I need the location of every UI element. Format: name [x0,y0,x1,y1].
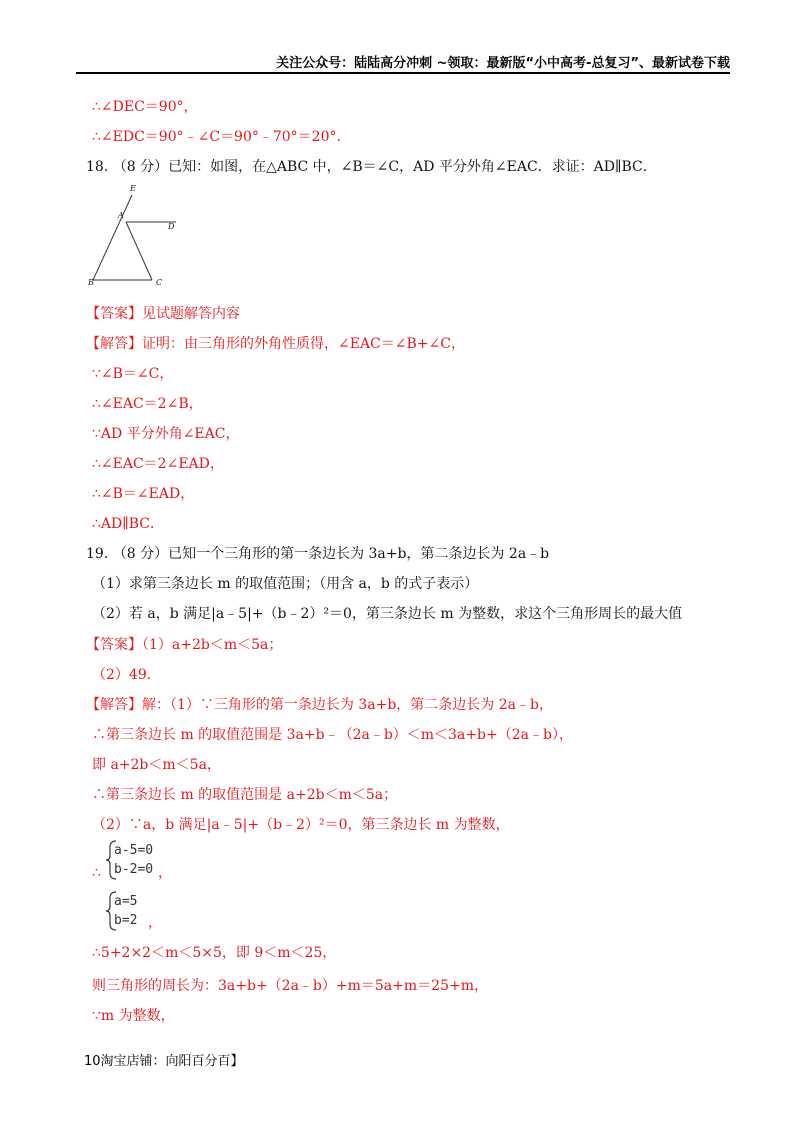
solution-line: （2）∵a，b 满足|a﹣5|+（b﹣2）²＝0，第三条边长 m 为整数， [92,817,510,833]
solution-line: ∴AD∥BC． [92,516,164,532]
solution-line: 即 a+2b＜m＜5a， [92,757,221,773]
line-e-b [93,195,132,280]
label-e: E [130,185,136,193]
answer-19-part-1: 【答案】（1）a+2b＜m＜5a； [86,637,283,653]
solution-line: ∴5+2×2＜m＜5×5，即 9＜m＜25， [92,945,337,961]
solution-line: 【解答】解：（1）∵三角形的第一条边长为 3a+b，第二条边长为 2a﹣b， [86,697,553,713]
label-c: C [156,278,163,285]
solution-line: ∴∠DEC＝90°， [92,99,198,115]
equation: a=5 [114,894,138,909]
equation: b=2 [114,913,138,928]
solution-line: 【解答】证明：由三角形的外角性质得，∠EAC＝∠B+∠C， [86,336,465,352]
triangle-figure [86,185,186,285]
question-19-part-2: （2）若 a，b 满足|a﹣5|+（b﹣2）²＝0，第三条边长 m 为整数，求这个三角形周长的最大值 [92,606,683,622]
label-d: D [168,222,175,231]
therefore-symbol: ∴ [92,865,101,881]
label-a: A [118,211,124,220]
solution-line: ∵∠B＝∠C， [92,366,174,382]
solution-line: ∴第三条边长 m 的取值范围是 a+2b＜m＜5a； [92,787,398,803]
line-a-c [126,222,152,280]
question-19: 19. （8 分）已知一个三角形的第一条边长为 3a+b，第二条边长为 2a﹣b [86,546,550,562]
solution-line: ∴第三条边长 m 的取值范围是 3a+b﹣（2a﹣b）＜m＜3a+b+（2a﹣b）， [92,727,573,743]
punctuation: ， [158,865,172,881]
solution-line: ∴∠EDC＝90°﹣∠C＝90°﹣70°＝20°. [92,129,341,145]
solution-line: ∴∠EAC＝2∠B， [92,396,203,412]
solution-line: ∴∠B＝∠EAD， [92,486,195,502]
answer-18: 【答案】见试题解答内容 [86,306,240,322]
solution-line: 则三角形的周长为：3a+b+（2a﹣b）+m＝5a+m＝25+m， [92,978,488,994]
solution-line: ∵AD 平分外角∠EAC， [92,426,240,442]
solution-line: ∵m 为整数， [92,1008,175,1024]
question-18: 18. （8 分）已知：如图，在△ABC 中，∠B＝∠C，AD 平分外角∠EAC．求证：AD∥BC． [86,159,657,175]
equation: b-2=0 [114,862,154,877]
page-footer: 10淘宝店铺：向阳百分百】 [84,1054,244,1069]
page-header: 关注公众号：陆陆高分冲刺 ~领取：最新版“小中高考-总复习”、最新试卷下载 [276,56,730,71]
punctuation: ， [148,915,162,931]
answer-19-part-2: （2）49． [92,667,161,683]
equation: a-5=0 [114,843,154,858]
question-19-part-1: （1）求第三条边长 m 的取值范围；（用含 a，b 的式子表示） [92,576,479,592]
solution-line: ∴∠EAC＝2∠EAD， [92,456,224,472]
header-divider [76,72,730,74]
label-b: B [88,278,94,285]
